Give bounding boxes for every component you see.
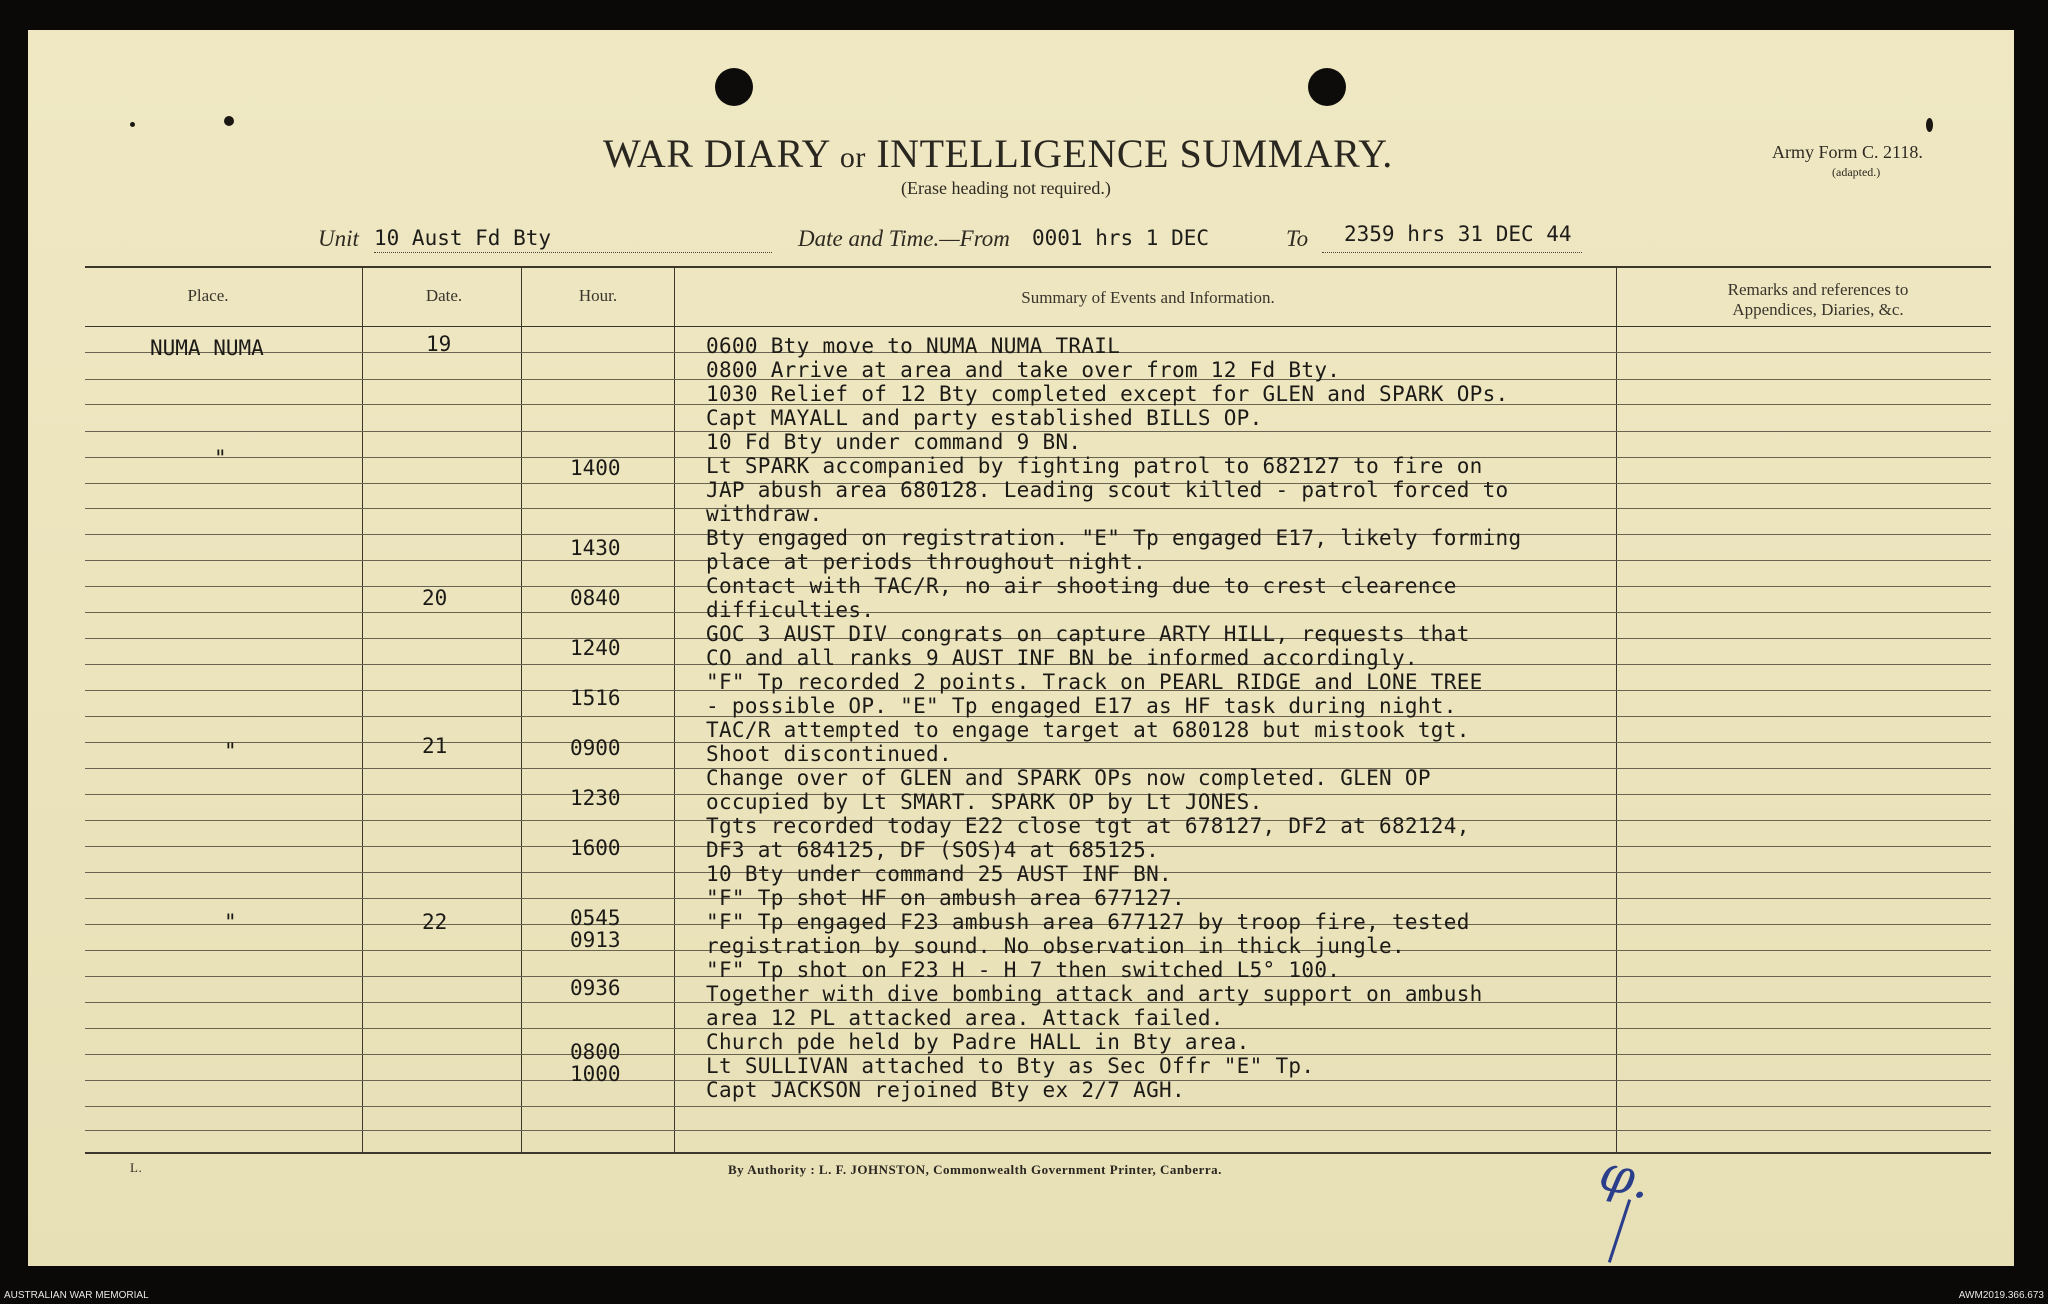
to-label: To [1286,226,1309,251]
event-line: "F" Tp engaged F23 ambush area 677127 by troop fire, tested [706,910,1470,934]
hour-entry: 1600 [570,836,621,860]
event-line: - possible OP. "E" Tp engaged E17 as HF task during night. [706,694,1457,718]
place-entry: " [224,739,237,763]
column-header-remarks-line2: Appendices, Diaries, &c. [1732,300,1904,319]
archive-accession-number: AWM2019.366.673 [1958,1290,2044,1301]
army-form-number: Army Form C. 2118. [1772,142,1923,162]
archive-credit: AUSTRALIAN WAR MEMORIAL [4,1290,149,1301]
title-part-2: INTELLIGENCE SUMMARY. [876,131,1393,176]
from-value: 0001 hrs 1 DEC [1032,226,1210,250]
event-line: Change over of GLEN and SPARK OPs now completed. GLEN OP [706,766,1431,790]
event-line: TAC/R attempted to engage target at 680128 but mistook tgt. [706,718,1470,742]
column-divider [674,266,675,1152]
date-entry: 22 [422,910,448,934]
column-header-date: Date. [425,286,463,305]
event-line: Shoot discontinued. [706,742,952,766]
event-line: "F" Tp shot on F23 H - H 7 then switched L5° 100. [706,958,1341,982]
event-line: Bty engaged on registration. "E" Tp engaged E17, likely forming [706,526,1522,550]
hour-entry: 0800 [570,1040,621,1064]
footer-l-mark: L. [130,1160,143,1175]
event-line: area 12 PL attacked area. Attack failed. [706,1006,1224,1030]
hour-entry: 1430 [570,536,621,560]
ruled-line [85,508,1991,509]
event-line: 0800 Arrive at area and take over from 12 Fd Bty. [706,358,1341,382]
column-header-remarks-line1: Remarks and references to [1727,280,1909,299]
column-divider [362,266,363,1152]
unit-dotted-line [374,252,772,253]
unit-label: Unit [318,226,359,251]
diary-page [28,30,2014,1266]
event-line: 1030 Relief of 12 Bty completed except for GLEN and SPARK OPs. [706,382,1509,406]
event-line: Tgts recorded today E22 close tgt at 678127, DF2 at 682124, [706,814,1470,838]
date-entry: 19 [426,332,452,356]
event-line: occupied by Lt SMART. SPARK OP by Lt JONES. [706,790,1263,814]
column-divider [521,266,522,1152]
unit-value: 10 Aust Fd Bty [374,226,552,250]
event-line: 10 Fd Bty under command 9 BN. [706,430,1082,454]
stain-mark [224,116,234,126]
event-line: GOC 3 AUST DIV congrats on capture ARTY HILL, requests that [706,622,1470,646]
event-line: JAP abush area 680128. Leading scout killed - patrol forced to [706,478,1509,502]
hour-entry: 0840 [570,586,621,610]
place-entry: NUMA NUMA [150,336,264,360]
printer-authority: By Authority : L. F. JOHNSTON, Commonwealth Government Printer, Canberra. [728,1162,1222,1177]
date-entry: 20 [422,586,448,610]
column-header-hour: Hour. [578,286,618,305]
handwritten-stroke [1608,1199,1631,1263]
page-subtitle: (Erase heading not required.) [901,178,1111,198]
event-line: CO and all ranks 9 AUST INF BN be informed accordingly. [706,646,1418,670]
handwritten-initial: φ. [1594,1143,1657,1211]
date-entry: 21 [422,734,448,758]
event-line: Capt MAYALL and party established BILLS OP. [706,406,1263,430]
to-dotted-line [1322,252,1582,253]
punch-hole-right [1308,68,1346,106]
column-header-place: Place. [187,286,229,305]
hour-entry: 0936 [570,976,621,1000]
hour-entry: 0913 [570,928,621,952]
place-entry: " [224,910,237,934]
to-value: 2359 hrs 31 DEC 44 [1344,222,1572,246]
army-form-note: (adapted.) [1832,165,1881,179]
event-line: "F" Tp recorded 2 points. Track on PEARL RIDGE and LONE TREE [706,670,1483,694]
punch-hole-left [715,68,753,106]
event-line: Capt JACKSON rejoined Bty ex 2/7 AGH. [706,1078,1185,1102]
hour-entry: 1400 [570,456,621,480]
event-line: Lt SULLIVAN attached to Bty as Sec Offr "E" Tp. [706,1054,1315,1078]
column-divider [1616,266,1617,1152]
hour-entry: 1516 [570,686,621,710]
column-header-summary: Summary of Events and Information. [1021,288,1275,307]
ruled-line [85,1130,1991,1131]
hour-entry: 1230 [570,786,621,810]
event-line: Lt SPARK accompanied by fighting patrol to 682127 to fire on [706,454,1483,478]
hour-entry: 0900 [570,736,621,760]
table-bottom-border [85,1152,1991,1154]
event-line: Together with dive bombing attack and arty support on ambush [706,982,1483,1006]
stain-mark [1926,118,1933,132]
place-entry: " [214,446,227,470]
event-line: DF3 at 684125, DF (SOS)4 at 685125. [706,838,1160,862]
event-line: difficulties. [706,598,875,622]
title-part-1: WAR DIARY [603,131,830,176]
ruled-line [85,612,1991,613]
ruled-line [85,742,1991,743]
ruled-line [85,1106,1991,1107]
event-line: Contact with TAC/R, no air shooting due to crest clearence [706,574,1457,598]
table-top-border [85,266,1991,268]
page-title [603,130,1393,177]
table-header-rule [85,326,1991,327]
event-line: place at periods throughout night. [706,550,1147,574]
date-time-label: Date and Time.—From [798,226,1010,251]
hour-entry: 1000 [570,1062,621,1086]
event-line: "F" Tp shot HF on ambush area 677127. [706,886,1185,910]
title-or: or [839,141,866,174]
hour-entry: 0545 [570,906,621,930]
event-line: registration by sound. No observation in thick jungle. [706,934,1405,958]
event-line: withdraw. [706,502,823,526]
event-line: 10 Bty under command 25 AUST INF BN. [706,862,1172,886]
event-line: 0600 Bty move to NUMA NUMA TRAIL [706,334,1121,358]
stain-mark [130,122,135,127]
event-line: Church pde held by Padre HALL in Bty area. [706,1030,1250,1054]
hour-entry: 1240 [570,636,621,660]
